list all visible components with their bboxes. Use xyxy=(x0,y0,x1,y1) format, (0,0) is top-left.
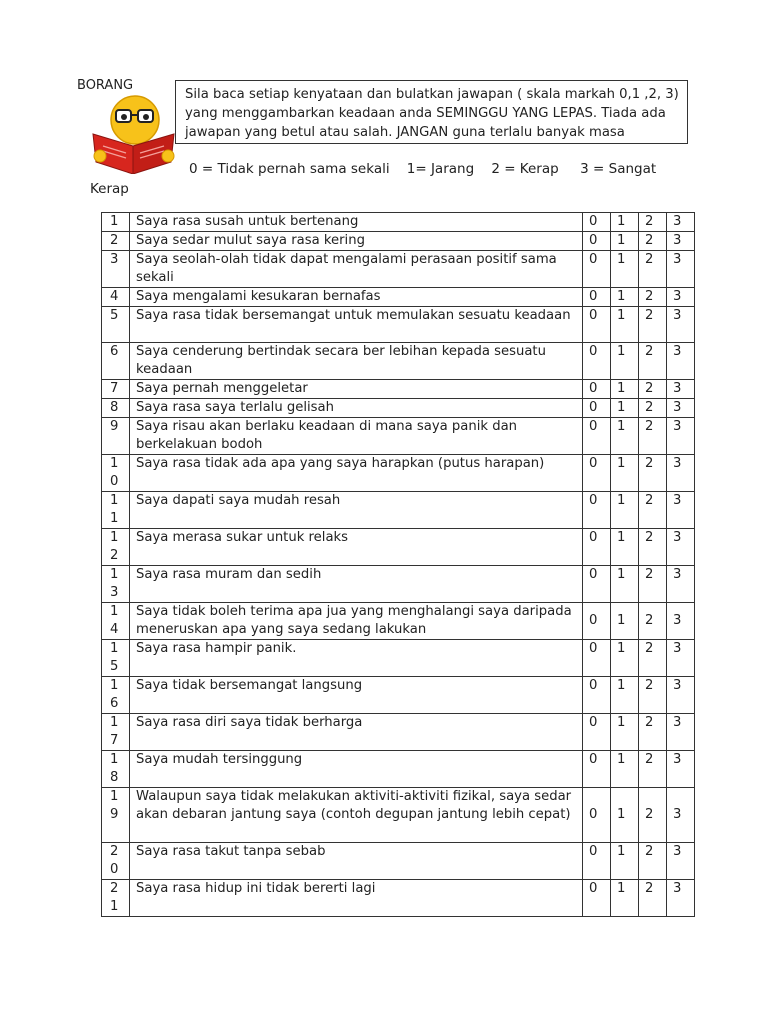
answer-option-1[interactable]: 1 xyxy=(611,677,639,714)
answer-option-2[interactable]: 2 xyxy=(639,843,667,880)
answer-option-1[interactable]: 1 xyxy=(611,788,639,843)
question-text: Saya rasa muram dan sedih xyxy=(130,566,583,603)
answer-option-1[interactable]: 1 xyxy=(611,380,639,399)
question-number xyxy=(102,603,130,640)
answer-option-3[interactable]: 3 xyxy=(667,751,695,788)
question-text: Saya cenderung bertindak secara ber lebihan kepada sesuatu keadaan xyxy=(130,343,583,380)
question-number-text: 1 xyxy=(110,214,119,229)
answer-option-0[interactable]: 0 xyxy=(583,788,611,843)
question-number xyxy=(102,399,130,418)
answer-option-1[interactable]: 1 xyxy=(611,455,639,492)
question-number xyxy=(102,843,130,880)
question-row xyxy=(102,640,695,677)
answer-option-3[interactable]: 3 xyxy=(667,399,695,418)
question-number xyxy=(102,307,130,343)
question-number-text: 9 xyxy=(110,419,119,434)
question-number-text: 8 xyxy=(110,400,119,415)
question-number-text: 14 xyxy=(110,604,119,637)
question-number xyxy=(102,788,130,843)
answer-option-2[interactable]: 2 xyxy=(639,399,667,418)
question-number-text: 4 xyxy=(110,289,119,304)
question-row xyxy=(102,529,695,566)
question-number xyxy=(102,880,130,917)
question-text: Saya rasa takut tanpa sebab xyxy=(130,843,583,880)
answer-option-3[interactable]: 3 xyxy=(667,640,695,677)
question-text: Saya merasa sukar untuk relaks xyxy=(130,529,583,566)
question-row xyxy=(102,677,695,714)
answer-option-0[interactable]: 0 xyxy=(583,492,611,529)
answer-option-2[interactable]: 2 xyxy=(639,880,667,917)
question-number-text: 21 xyxy=(110,881,119,914)
answer-option-1[interactable]: 1 xyxy=(611,603,639,640)
question-text: Saya rasa tidak ada apa yang saya harapkan (putus harapan) xyxy=(130,455,583,492)
question-number-text: 19 xyxy=(110,789,119,822)
answer-option-1[interactable]: 1 xyxy=(611,307,639,343)
instructions-text: Sila baca setiap kenyataan dan bulatkan jawapan ( skala markah 0,1 ,2, 3) yang menggambarkan keadaan anda SEMINGGU YANG LEPAS. Tiada ada jawapan yang betul atau salah. JANGAN guna terlalu banyak masa xyxy=(185,87,679,140)
answer-option-0[interactable]: 0 xyxy=(583,640,611,677)
question-number-text: 7 xyxy=(110,381,119,396)
question-row xyxy=(102,399,695,418)
answer-option-3[interactable]: 3 xyxy=(667,251,695,288)
answer-option-1[interactable]: 1 xyxy=(611,751,639,788)
question-row xyxy=(102,343,695,380)
answer-option-3[interactable]: 3 xyxy=(667,213,695,232)
question-row xyxy=(102,714,695,751)
question-number xyxy=(102,213,130,232)
question-number xyxy=(102,529,130,566)
answer-option-2[interactable]: 2 xyxy=(639,343,667,380)
question-row xyxy=(102,418,695,455)
question-row xyxy=(102,455,695,492)
question-number xyxy=(102,251,130,288)
answer-option-3[interactable]: 3 xyxy=(667,843,695,880)
answer-option-1[interactable]: 1 xyxy=(611,288,639,307)
question-row xyxy=(102,380,695,399)
question-text: Saya sedar mulut saya rasa kering xyxy=(130,232,583,251)
answer-option-0[interactable]: 0 xyxy=(583,751,611,788)
answer-option-0[interactable]: 0 xyxy=(583,213,611,232)
question-number xyxy=(102,640,130,677)
form-title: BORANG xyxy=(77,78,134,93)
question-text: Saya rasa hidup ini tidak bererti lagi xyxy=(130,880,583,917)
answer-option-3[interactable]: 3 xyxy=(667,232,695,251)
answer-option-3[interactable]: 3 xyxy=(667,418,695,455)
question-number xyxy=(102,380,130,399)
answer-option-1[interactable]: 1 xyxy=(611,529,639,566)
question-number-text: 2 xyxy=(110,233,119,248)
question-text: Saya rasa diri saya tidak berharga xyxy=(130,714,583,751)
answer-option-1[interactable]: 1 xyxy=(611,399,639,418)
question-row xyxy=(102,251,695,288)
answer-option-1[interactable]: 1 xyxy=(611,232,639,251)
answer-option-3[interactable]: 3 xyxy=(667,343,695,380)
question-number xyxy=(102,418,130,455)
question-number-text: 17 xyxy=(110,715,119,748)
answer-option-3[interactable]: 3 xyxy=(667,380,695,399)
answer-option-1[interactable]: 1 xyxy=(611,566,639,603)
answer-option-2[interactable]: 2 xyxy=(639,677,667,714)
answer-option-0[interactable]: 0 xyxy=(583,714,611,751)
answer-option-3[interactable]: 3 xyxy=(667,492,695,529)
answer-option-1[interactable]: 1 xyxy=(611,843,639,880)
question-number-text: 20 xyxy=(110,844,119,877)
answer-option-0[interactable]: 0 xyxy=(583,677,611,714)
question-number xyxy=(102,751,130,788)
answer-option-3[interactable]: 3 xyxy=(667,677,695,714)
question-text: Saya mengalami kesukaran bernafas xyxy=(130,288,583,307)
answer-option-3[interactable]: 3 xyxy=(667,455,695,492)
answer-option-0[interactable]: 0 xyxy=(583,343,611,380)
answer-option-2[interactable]: 2 xyxy=(639,213,667,232)
question-number-text: 6 xyxy=(110,344,119,359)
question-number xyxy=(102,288,130,307)
answer-option-0[interactable]: 0 xyxy=(583,566,611,603)
answer-option-2[interactable]: 2 xyxy=(639,455,667,492)
question-number-text: 13 xyxy=(110,567,119,600)
answer-option-2[interactable]: 2 xyxy=(639,603,667,640)
question-row xyxy=(102,307,695,343)
question-text: Saya mudah tersinggung xyxy=(130,751,583,788)
question-text: Saya tidak boleh terima apa jua yang menghalangi saya daripada meneruskan apa yang saya sedang lakukan xyxy=(130,603,583,640)
answer-option-1[interactable]: 1 xyxy=(611,492,639,529)
question-row xyxy=(102,788,695,843)
question-row xyxy=(102,232,695,251)
question-row xyxy=(102,492,695,529)
question-number xyxy=(102,455,130,492)
answer-option-2[interactable]: 2 xyxy=(639,714,667,751)
answer-option-2[interactable]: 2 xyxy=(639,288,667,307)
answer-option-3[interactable]: 3 xyxy=(667,788,695,843)
answer-option-1[interactable]: 1 xyxy=(611,251,639,288)
answer-option-0[interactable]: 0 xyxy=(583,251,611,288)
question-text: Saya rasa susah untuk bertenang xyxy=(130,213,583,232)
answer-option-1[interactable]: 1 xyxy=(611,880,639,917)
answer-option-3[interactable]: 3 xyxy=(667,529,695,566)
question-number xyxy=(102,232,130,251)
question-number-text: 15 xyxy=(110,641,119,674)
scale-legend: 0 = Tidak pernah sama sekali 1= Jarang 2 = Kerap 3 = Sangat xyxy=(189,161,657,177)
question-number-text: 3 xyxy=(110,252,119,267)
question-row xyxy=(102,843,695,880)
answer-option-2[interactable]: 2 xyxy=(639,232,667,251)
question-row xyxy=(102,880,695,917)
answer-option-0[interactable]: 0 xyxy=(583,455,611,492)
question-number xyxy=(102,492,130,529)
question-row xyxy=(102,213,695,232)
question-text: Saya pernah menggeletar xyxy=(130,380,583,399)
question-text: Saya rasa tidak bersemangat untuk memulakan sesuatu keadaan xyxy=(130,307,583,343)
question-text: Walaupun saya tidak melakukan aktiviti-aktiviti fizikal, saya sedar akan debaran jantung saya (contoh degupan jantung lebih cepat) xyxy=(130,788,583,843)
question-number xyxy=(102,677,130,714)
answer-option-0[interactable]: 0 xyxy=(583,399,611,418)
question-row xyxy=(102,751,695,788)
question-number-text: 5 xyxy=(110,308,119,323)
answer-option-0[interactable]: 0 xyxy=(583,843,611,880)
answer-option-2[interactable]: 2 xyxy=(639,529,667,566)
reading-emoji-icon xyxy=(88,94,178,174)
answer-option-0[interactable]: 0 xyxy=(583,380,611,399)
answer-option-0[interactable]: 0 xyxy=(583,529,611,566)
answer-option-3[interactable]: 3 xyxy=(667,714,695,751)
question-text: Saya tidak bersemangat langsung xyxy=(130,677,583,714)
questionnaire-table xyxy=(101,212,695,917)
answer-option-1[interactable]: 1 xyxy=(611,213,639,232)
answer-option-3[interactable]: 3 xyxy=(667,566,695,603)
answer-option-3[interactable]: 3 xyxy=(667,288,695,307)
question-number-text: 11 xyxy=(110,493,119,526)
answer-option-2[interactable]: 2 xyxy=(639,307,667,343)
answer-option-2[interactable]: 2 xyxy=(639,492,667,529)
answer-option-2[interactable]: 2 xyxy=(639,788,667,843)
question-row xyxy=(102,566,695,603)
question-number-text: 12 xyxy=(110,530,119,563)
answer-option-0[interactable]: 0 xyxy=(583,880,611,917)
answer-option-1[interactable]: 1 xyxy=(611,714,639,751)
question-number-text: 10 xyxy=(110,456,119,489)
answer-option-2[interactable]: 2 xyxy=(639,751,667,788)
question-text: Saya rasa hampir panik. xyxy=(130,640,583,677)
answer-option-3[interactable]: 3 xyxy=(667,880,695,917)
answer-option-3[interactable]: 3 xyxy=(667,603,695,640)
answer-option-2[interactable]: 2 xyxy=(639,640,667,677)
answer-option-0[interactable]: 0 xyxy=(583,288,611,307)
answer-option-0[interactable]: 0 xyxy=(583,418,611,455)
answer-option-1[interactable]: 1 xyxy=(611,640,639,677)
question-number-text: 18 xyxy=(110,752,119,785)
answer-option-0[interactable]: 0 xyxy=(583,232,611,251)
answer-option-3[interactable]: 3 xyxy=(667,307,695,343)
question-row xyxy=(102,603,695,640)
question-number xyxy=(102,714,130,751)
question-number-text: 16 xyxy=(110,678,119,711)
answer-option-1[interactable]: 1 xyxy=(611,418,639,455)
question-text: Saya rasa saya terlalu gelisah xyxy=(130,399,583,418)
answer-option-2[interactable]: 2 xyxy=(639,566,667,603)
answer-option-2[interactable]: 2 xyxy=(639,380,667,399)
question-number xyxy=(102,343,130,380)
question-row xyxy=(102,288,695,307)
instructions-box xyxy=(175,80,688,144)
answer-option-0[interactable]: 0 xyxy=(583,307,611,343)
question-number xyxy=(102,566,130,603)
answer-option-2[interactable]: 2 xyxy=(639,251,667,288)
scale-legend-tail: Kerap xyxy=(90,181,129,197)
question-text: Saya dapati saya mudah resah xyxy=(130,492,583,529)
question-text: Saya seolah-olah tidak dapat mengalami perasaan positif sama sekali xyxy=(130,251,583,288)
answer-option-0[interactable]: 0 xyxy=(583,603,611,640)
answer-option-1[interactable]: 1 xyxy=(611,343,639,380)
answer-option-2[interactable]: 2 xyxy=(639,418,667,455)
question-text: Saya risau akan berlaku keadaan di mana saya panik dan berkelakuan bodoh xyxy=(130,418,583,455)
